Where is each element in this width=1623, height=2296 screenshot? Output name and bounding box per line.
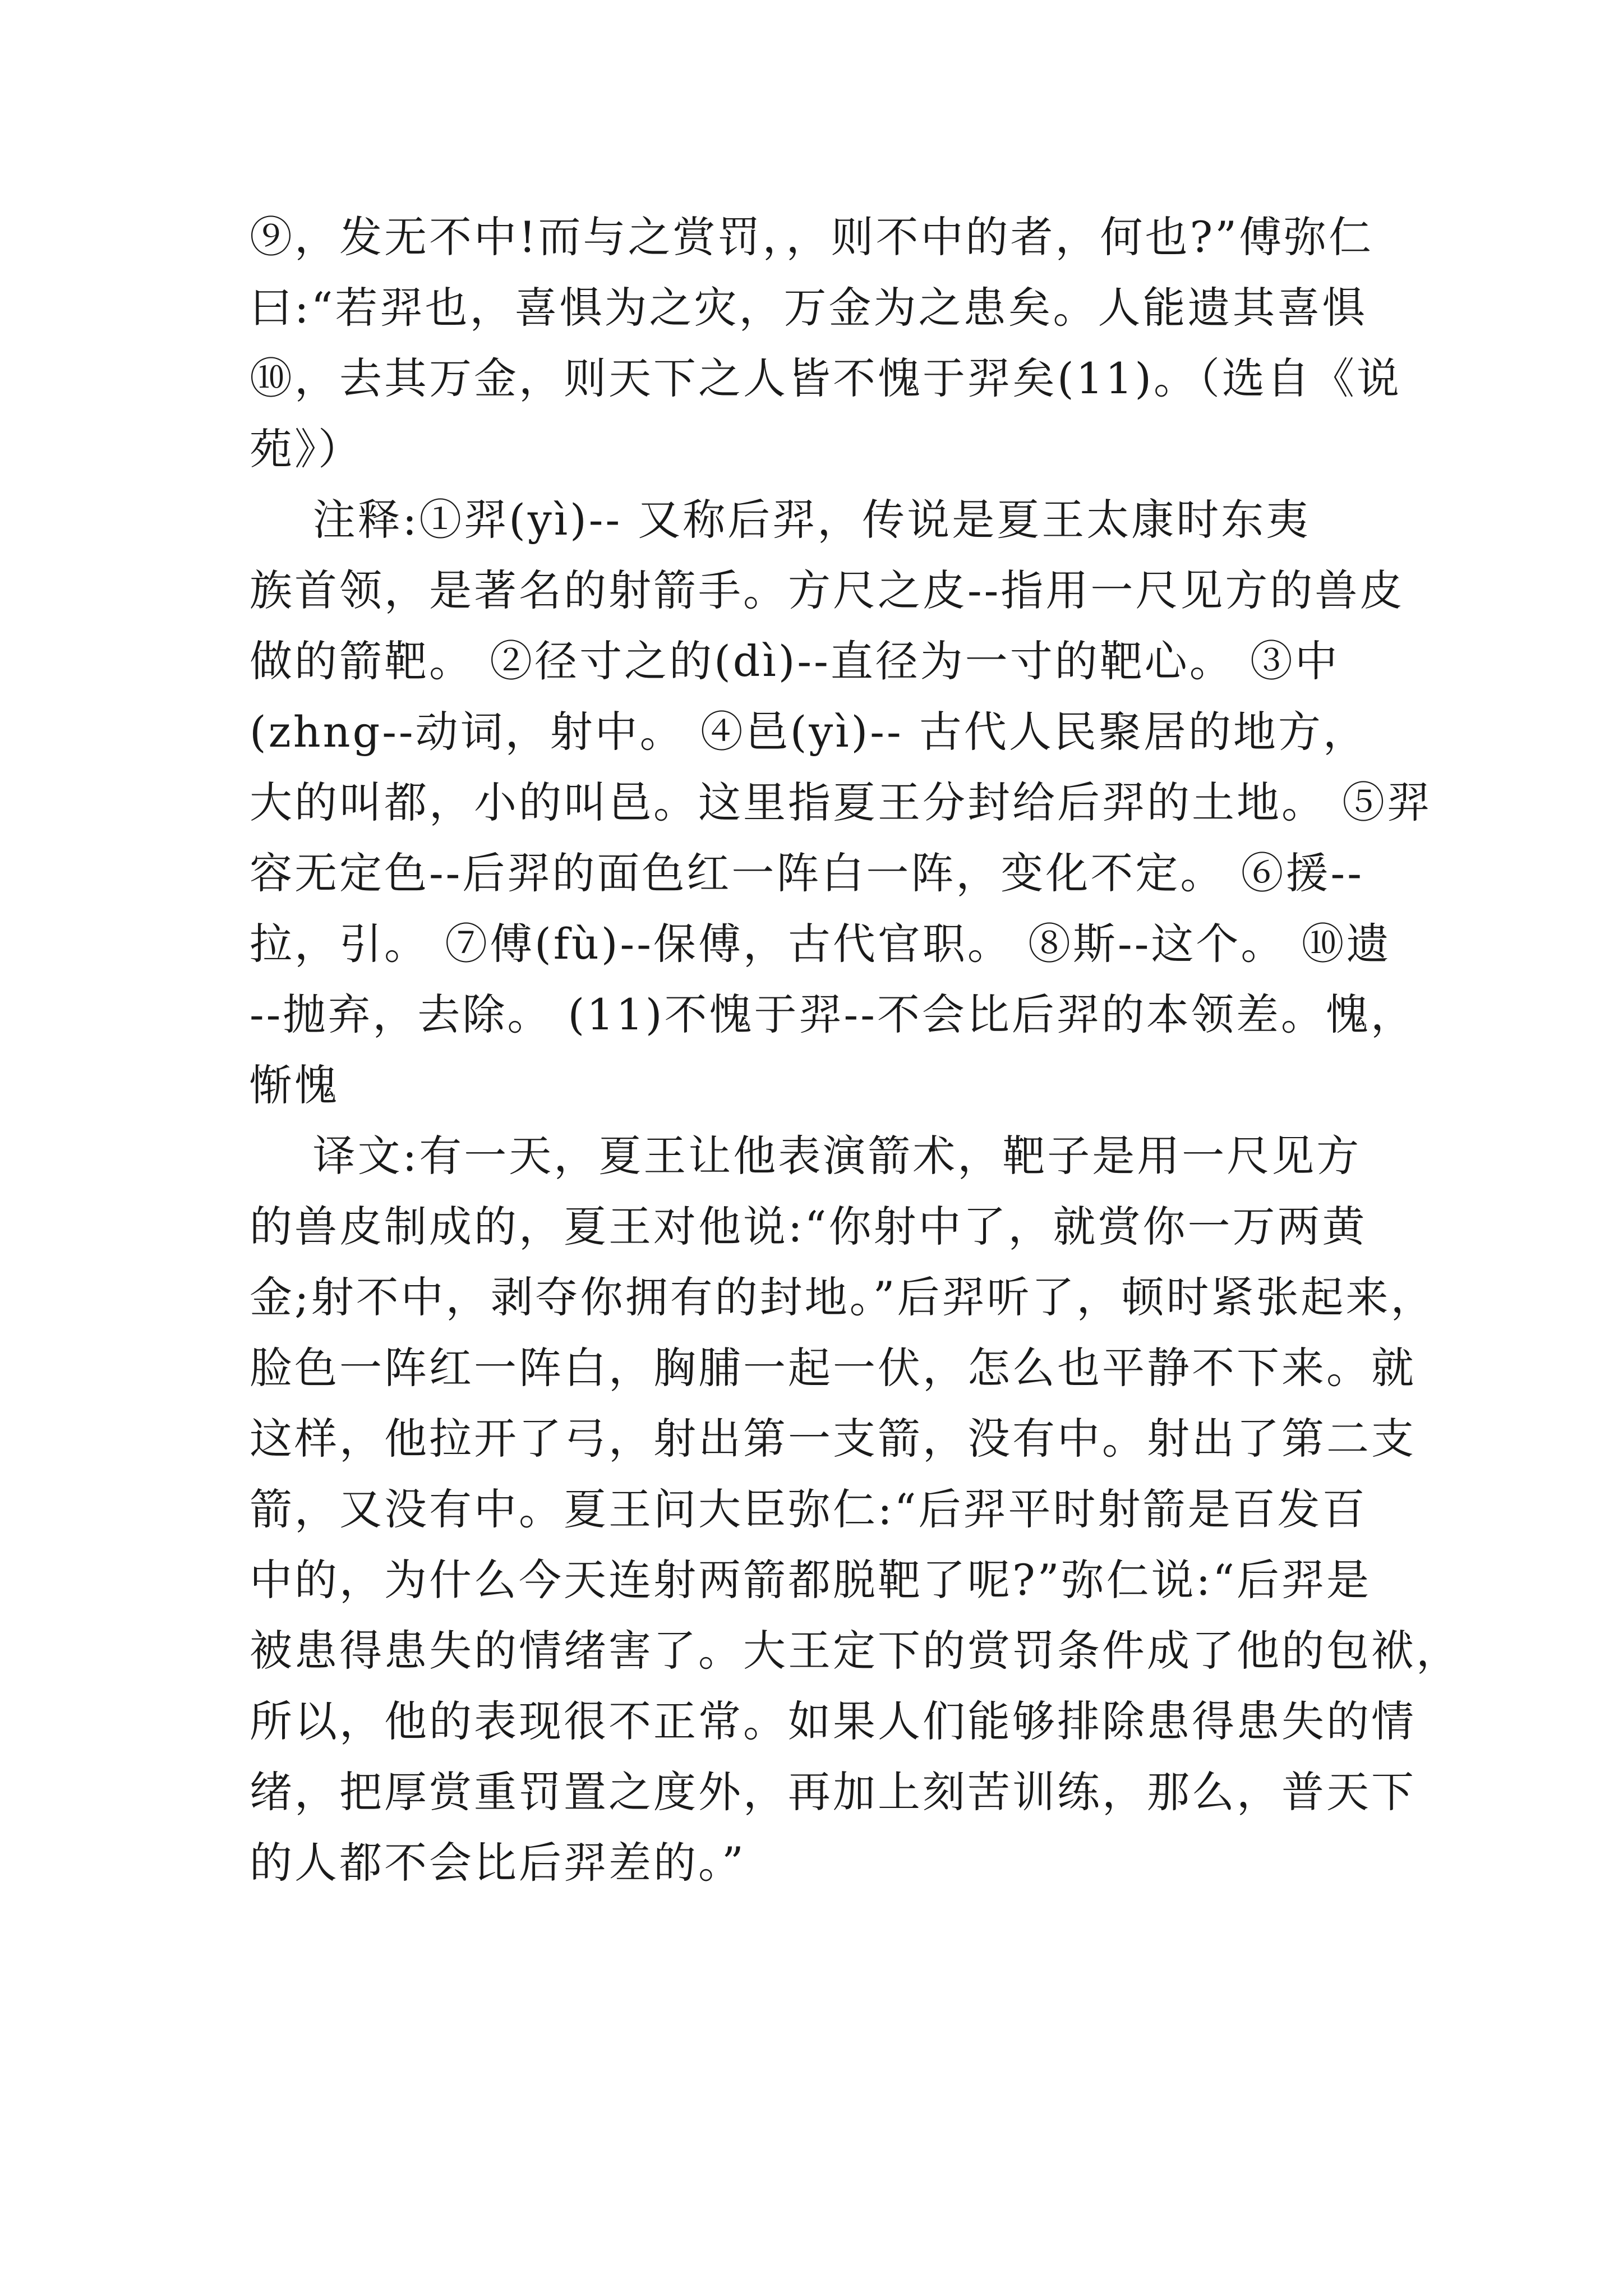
text-line: 译文:有一天，夏王让他表演箭术，靶子是用一尺见方 <box>250 1131 1362 1181</box>
text-line: 曰:“若羿也，喜惧为之灾，万金为之患矣。人能遗其喜惧 <box>250 283 1367 333</box>
text-line: 的兽皮制成的，夏王对他说:“你射中了，就赏你一万两黄 <box>250 1202 1367 1251</box>
text-line: 脸色一阵红一阵白，胸脯一起一伏，怎么也平静不下来。就 <box>250 1343 1416 1393</box>
document-body <box>250 202 1461 1898</box>
text-line: 拉，引。 ⑦傅(fù)--保傅，古代官职。 ⑧斯--这个。 ⑩遗 <box>250 919 1391 969</box>
text-line: 大的叫都，小的叫邑。这里指夏王分封给后羿的土地。 ⑤羿 <box>250 777 1432 827</box>
text-line: ⑨，发无不中!而与之赏罚，，则不中的者，何也?”傅弥仁 <box>250 212 1374 262</box>
text-line: 做的箭靶。 ②径寸之的(dì)--直径为一寸的靶心。 ③中 <box>250 636 1340 686</box>
text-line: (zhng--动词，射中。 ④邑(yì)-- 古代人民聚居的地方， <box>250 707 1368 757</box>
text-line: 中的，为什么今天连射两箭都脱靶了呢?”弥仁说:“后羿是 <box>250 1555 1372 1605</box>
text-line: 族首领，是著名的射箭手。方尺之皮--指用一尺见方的兽皮 <box>250 565 1405 615</box>
text-line: 被患得患失的情绪害了。大王定下的赏罚条件成了他的包袱， <box>250 1626 1461 1676</box>
text-line: 绪，把厚赏重罚置之度外，再加上刻苦训练，那么，普天下 <box>250 1767 1416 1817</box>
paragraph-translation <box>250 1121 1461 1898</box>
text-line: 所以，他的表现很不正常。如果人们能够排除患得患失的情 <box>250 1696 1416 1746</box>
text-line: 苑》） <box>250 424 363 474</box>
text-line: 的人都不会比后羿差的。” <box>250 1838 746 1888</box>
text-line: 金;射不中，剥夺你拥有的封地。”后羿听了，顿时紧张起来， <box>250 1272 1436 1322</box>
text-line: 注释:①羿(yì)-- 又称后羿，传说是夏王太康时东夷 <box>250 495 1311 545</box>
text-line: 这样，他拉开了弓，射出第一支箭，没有中。射出了第二支 <box>250 1414 1416 1464</box>
text-line: 箭，又没有中。夏王问大臣弥仁:“后羿平时射箭是百发百 <box>250 1484 1367 1534</box>
text-line: 容无定色--后羿的面色红一阵白一阵，变化不定。 ⑥援-- <box>250 848 1364 898</box>
text-line: 惭愧 <box>250 1060 339 1110</box>
paragraph-source-text <box>250 202 1402 485</box>
paragraph-annotations <box>250 485 1432 1121</box>
text-line: --抛弃，去除。 (11)不愧于羿--不会比后羿的本领差。愧， <box>250 990 1415 1039</box>
text-line: ⑩，去其万金，则天下之人皆不愧于羿矣(11)。（选自《说 <box>250 353 1402 403</box>
